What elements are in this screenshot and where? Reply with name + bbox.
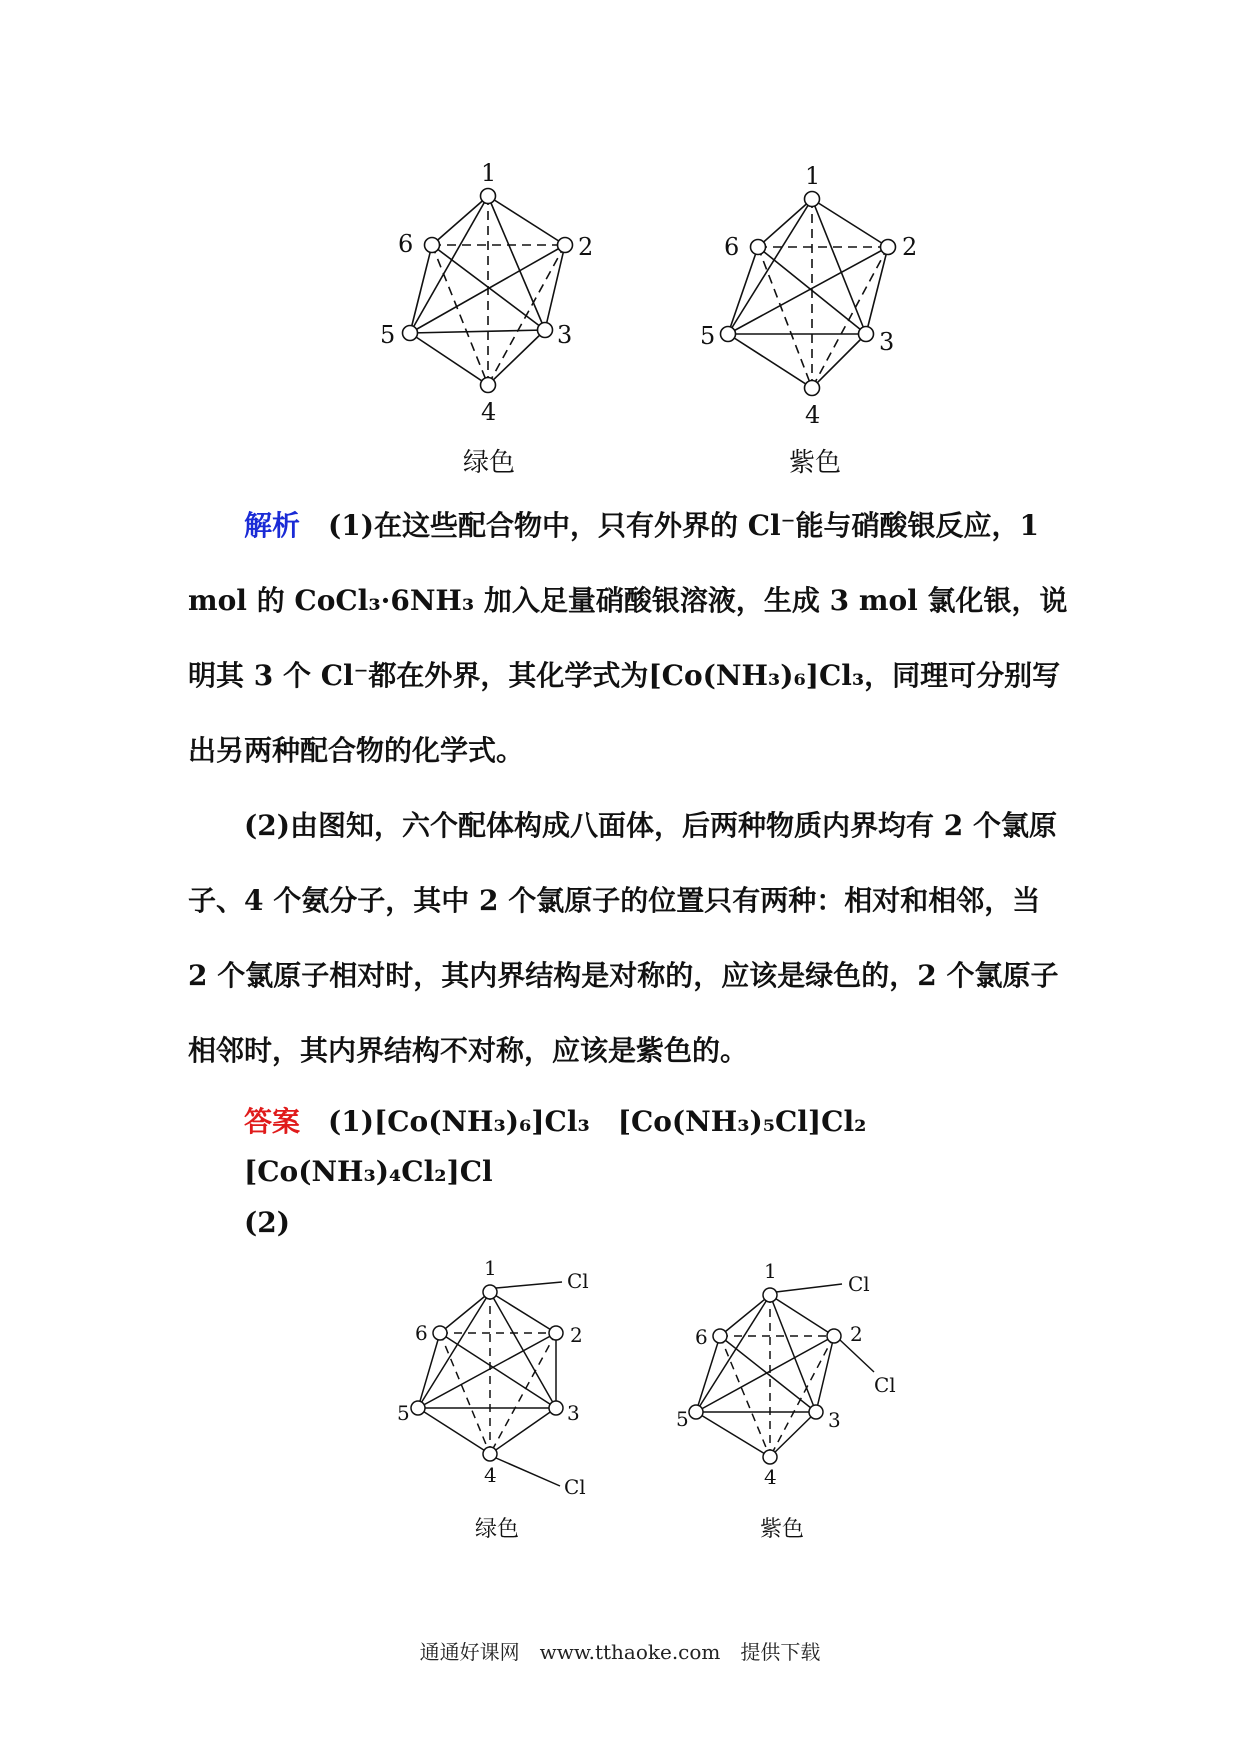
caption-purple-top: 紫色 [788, 448, 841, 478]
svg-text:6: 6 [724, 233, 740, 261]
answer-label: 答案 [244, 1105, 301, 1138]
octahedron-purple-top [721, 192, 896, 396]
svg-text:1: 1 [484, 1256, 497, 1280]
svg-text:1: 1 [481, 159, 497, 187]
octahedron-purple-bottom [689, 1284, 874, 1464]
svg-text:4: 4 [764, 1465, 777, 1489]
svg-text:5: 5 [380, 321, 396, 349]
svg-text:5: 5 [676, 1407, 689, 1431]
bottom-figures [0, 1240, 1240, 1540]
svg-text:2: 2 [850, 1322, 863, 1346]
svg-text:6: 6 [695, 1325, 708, 1349]
svg-text:1: 1 [805, 162, 821, 190]
footer-source: 通通好课网 www.tthaoke.com 提供下载 [419, 1640, 821, 1664]
answer-line-2: [Co(NH₃)₄Cl₂]Cl [244, 1155, 493, 1188]
svg-text:6: 6 [398, 230, 414, 258]
analysis-label: 解析 [244, 509, 301, 542]
octahedron-green-top [403, 189, 573, 393]
analysis-paragraph-2: (2)由图知，六个配体构成八面体，后两种物质内界均有 2 个氯原子、4 个氨分子，其中 2 个氯原子的位置只有两种：相对和相邻，当 2 个氯原子相对时，其内界结构是对称的，应该是绿色的，2 个氯原子相邻时，其内界结构不对称，应该是紫色的。 [188, 809, 1059, 1067]
svg-text:2: 2 [578, 233, 594, 261]
svg-text:1: 1 [764, 1259, 777, 1283]
caption-green-bottom: 绿色 [474, 1517, 519, 1542]
top-figures [0, 0, 1240, 480]
svg-text:5: 5 [397, 1401, 410, 1425]
cl-label-green-4: Cl [564, 1475, 586, 1499]
svg-text:2: 2 [902, 233, 918, 261]
svg-text:2: 2 [570, 1323, 583, 1347]
svg-text:6: 6 [415, 1321, 428, 1345]
svg-text:3: 3 [567, 1401, 580, 1425]
svg-text:3: 3 [828, 1408, 841, 1432]
analysis-paragraph-1: 解析 (1)在这些配合物中，只有外界的 Cl⁻能与硝酸银反应，1 mol 的 CoCl₃·6NH₃ 加入足量硝酸银溶液，生成 3 mol 氯化银，说明其 3 个 Cl⁻都在外界，其化学式为[Co(NH₃)₆]Cl₃，同理可分别写出另两种配合物的化学式。 [188, 509, 1068, 767]
cl-label-purple-2: Cl [874, 1373, 896, 1397]
caption-purple-bottom: 紫色 [759, 1517, 804, 1542]
svg-text:4: 4 [484, 1463, 497, 1487]
cl-label-green-1: Cl [567, 1269, 589, 1293]
answer-line-3: (2) [244, 1206, 290, 1239]
svg-text:4: 4 [805, 401, 821, 429]
answer-line-1: 答案 (1)[Co(NH₃)₆]Cl₃ [Co(NH₃)₅Cl]Cl₂ [244, 1105, 867, 1138]
svg-text:5: 5 [700, 322, 716, 350]
svg-text:3: 3 [879, 328, 895, 356]
caption-green-top: 绿色 [462, 448, 515, 478]
cl-label-purple-1: Cl [848, 1272, 870, 1296]
svg-text:3: 3 [557, 321, 573, 349]
octahedron-purple-bottom-labels [676, 1259, 896, 1489]
svg-text:4: 4 [481, 398, 497, 426]
octahedron-green-bottom [411, 1282, 563, 1486]
